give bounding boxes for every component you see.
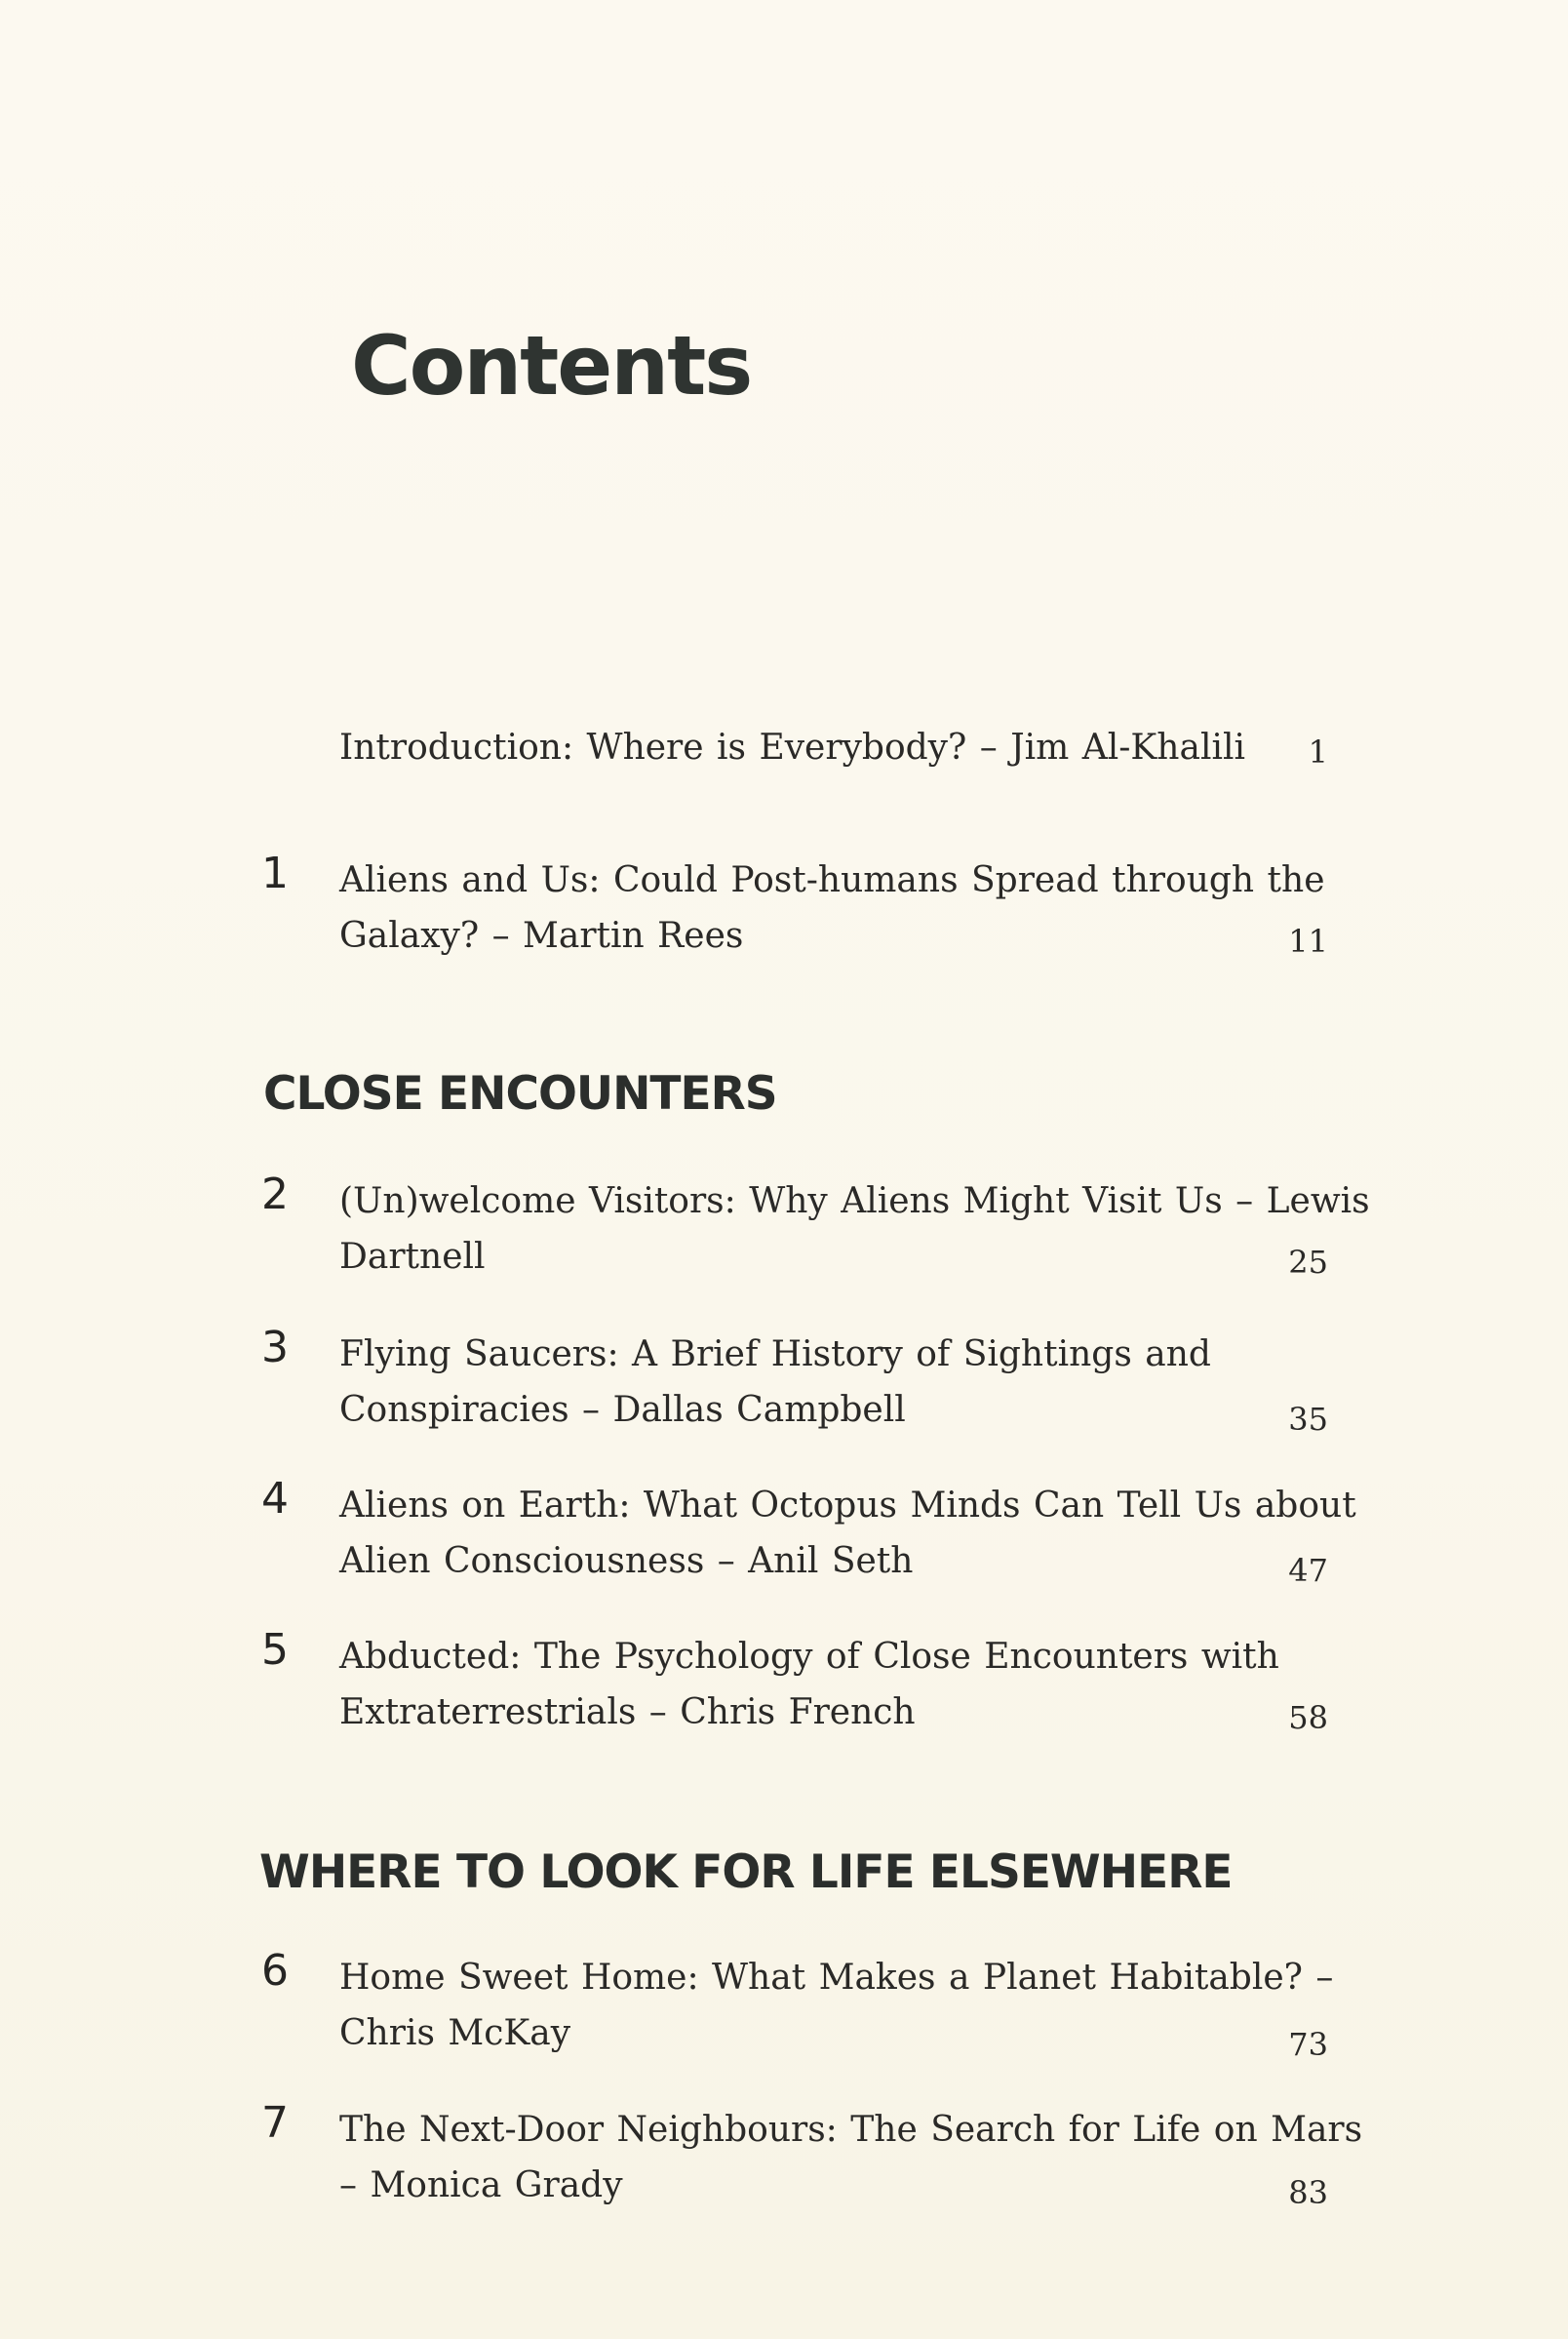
chapter-number: 3 bbox=[261, 1323, 289, 1372]
toc-entry-line: Aliens on Earth: What Octopus Minds Can Tell Us about bbox=[339, 1486, 1356, 1526]
toc-page-number: 73 bbox=[1288, 2026, 1328, 2063]
toc-page-number: 11 bbox=[1288, 923, 1328, 960]
page-title: Contents bbox=[351, 318, 752, 414]
toc-page-number: 35 bbox=[1288, 1401, 1328, 1438]
toc-page-number: 25 bbox=[1288, 1244, 1328, 1281]
toc-entry-line: Alien Consciousness – Anil Seth bbox=[339, 1541, 914, 1581]
chapter-number: 7 bbox=[261, 2098, 289, 2148]
toc-page-number: 47 bbox=[1288, 1552, 1328, 1589]
toc-page-number: 83 bbox=[1288, 2174, 1328, 2211]
toc-entry-line: Home Sweet Home: What Makes a Planet Habitable? – bbox=[339, 1958, 1334, 1998]
toc-entry-text bbox=[339, 1629, 1279, 1740]
toc-page-number: 58 bbox=[1288, 1699, 1328, 1736]
toc-entry-line: Flying Saucers: A Brief History of Sightings and bbox=[339, 1334, 1211, 1374]
toc-entry-text bbox=[339, 1327, 1256, 1438]
toc-entry-line: Abducted: The Psychology of Close Encounters with bbox=[339, 1637, 1279, 1677]
chapter-number: 1 bbox=[261, 849, 289, 898]
section-heading-close-encounters: CLOSE ENCOUNTERS bbox=[263, 1067, 777, 1121]
toc-entry-line: Aliens and Us: Could Post-humans Spread through the bbox=[339, 860, 1325, 900]
toc-entry-line: – Monica Grady bbox=[339, 2165, 623, 2205]
chapter-number: 6 bbox=[261, 1946, 289, 1996]
toc-entry-line: Dartnell bbox=[339, 1237, 486, 1277]
toc-entry-text bbox=[339, 720, 1256, 775]
toc-entry-line: Introduction: Where is Everybody? – Jim Al-Khalili bbox=[339, 728, 1245, 768]
chapter-number: 4 bbox=[261, 1474, 289, 1524]
toc-page-number: 1 bbox=[1308, 733, 1328, 771]
toc-entry-line: Conspiracies – Dallas Campbell bbox=[339, 1390, 906, 1430]
chapter-number: 5 bbox=[261, 1625, 289, 1675]
toc-entry-line: The Next-Door Neighbours: The Search for Life on Mars bbox=[339, 2110, 1363, 2150]
chapter-number: 2 bbox=[261, 1170, 289, 1219]
toc-entry-line: Extraterrestrials – Chris French bbox=[339, 1692, 916, 1732]
toc-entry-line: (Un)welcome Visitors: Why Aliens Might Visit Us – Lewis bbox=[339, 1181, 1370, 1221]
toc-entry-line: Chris McKay bbox=[339, 2013, 571, 2053]
section-heading-where-to-look: WHERE TO LOOK FOR LIFE ELSEWHERE bbox=[259, 1845, 1233, 1899]
toc-entry-line: Galaxy? – Martin Rees bbox=[339, 916, 744, 956]
